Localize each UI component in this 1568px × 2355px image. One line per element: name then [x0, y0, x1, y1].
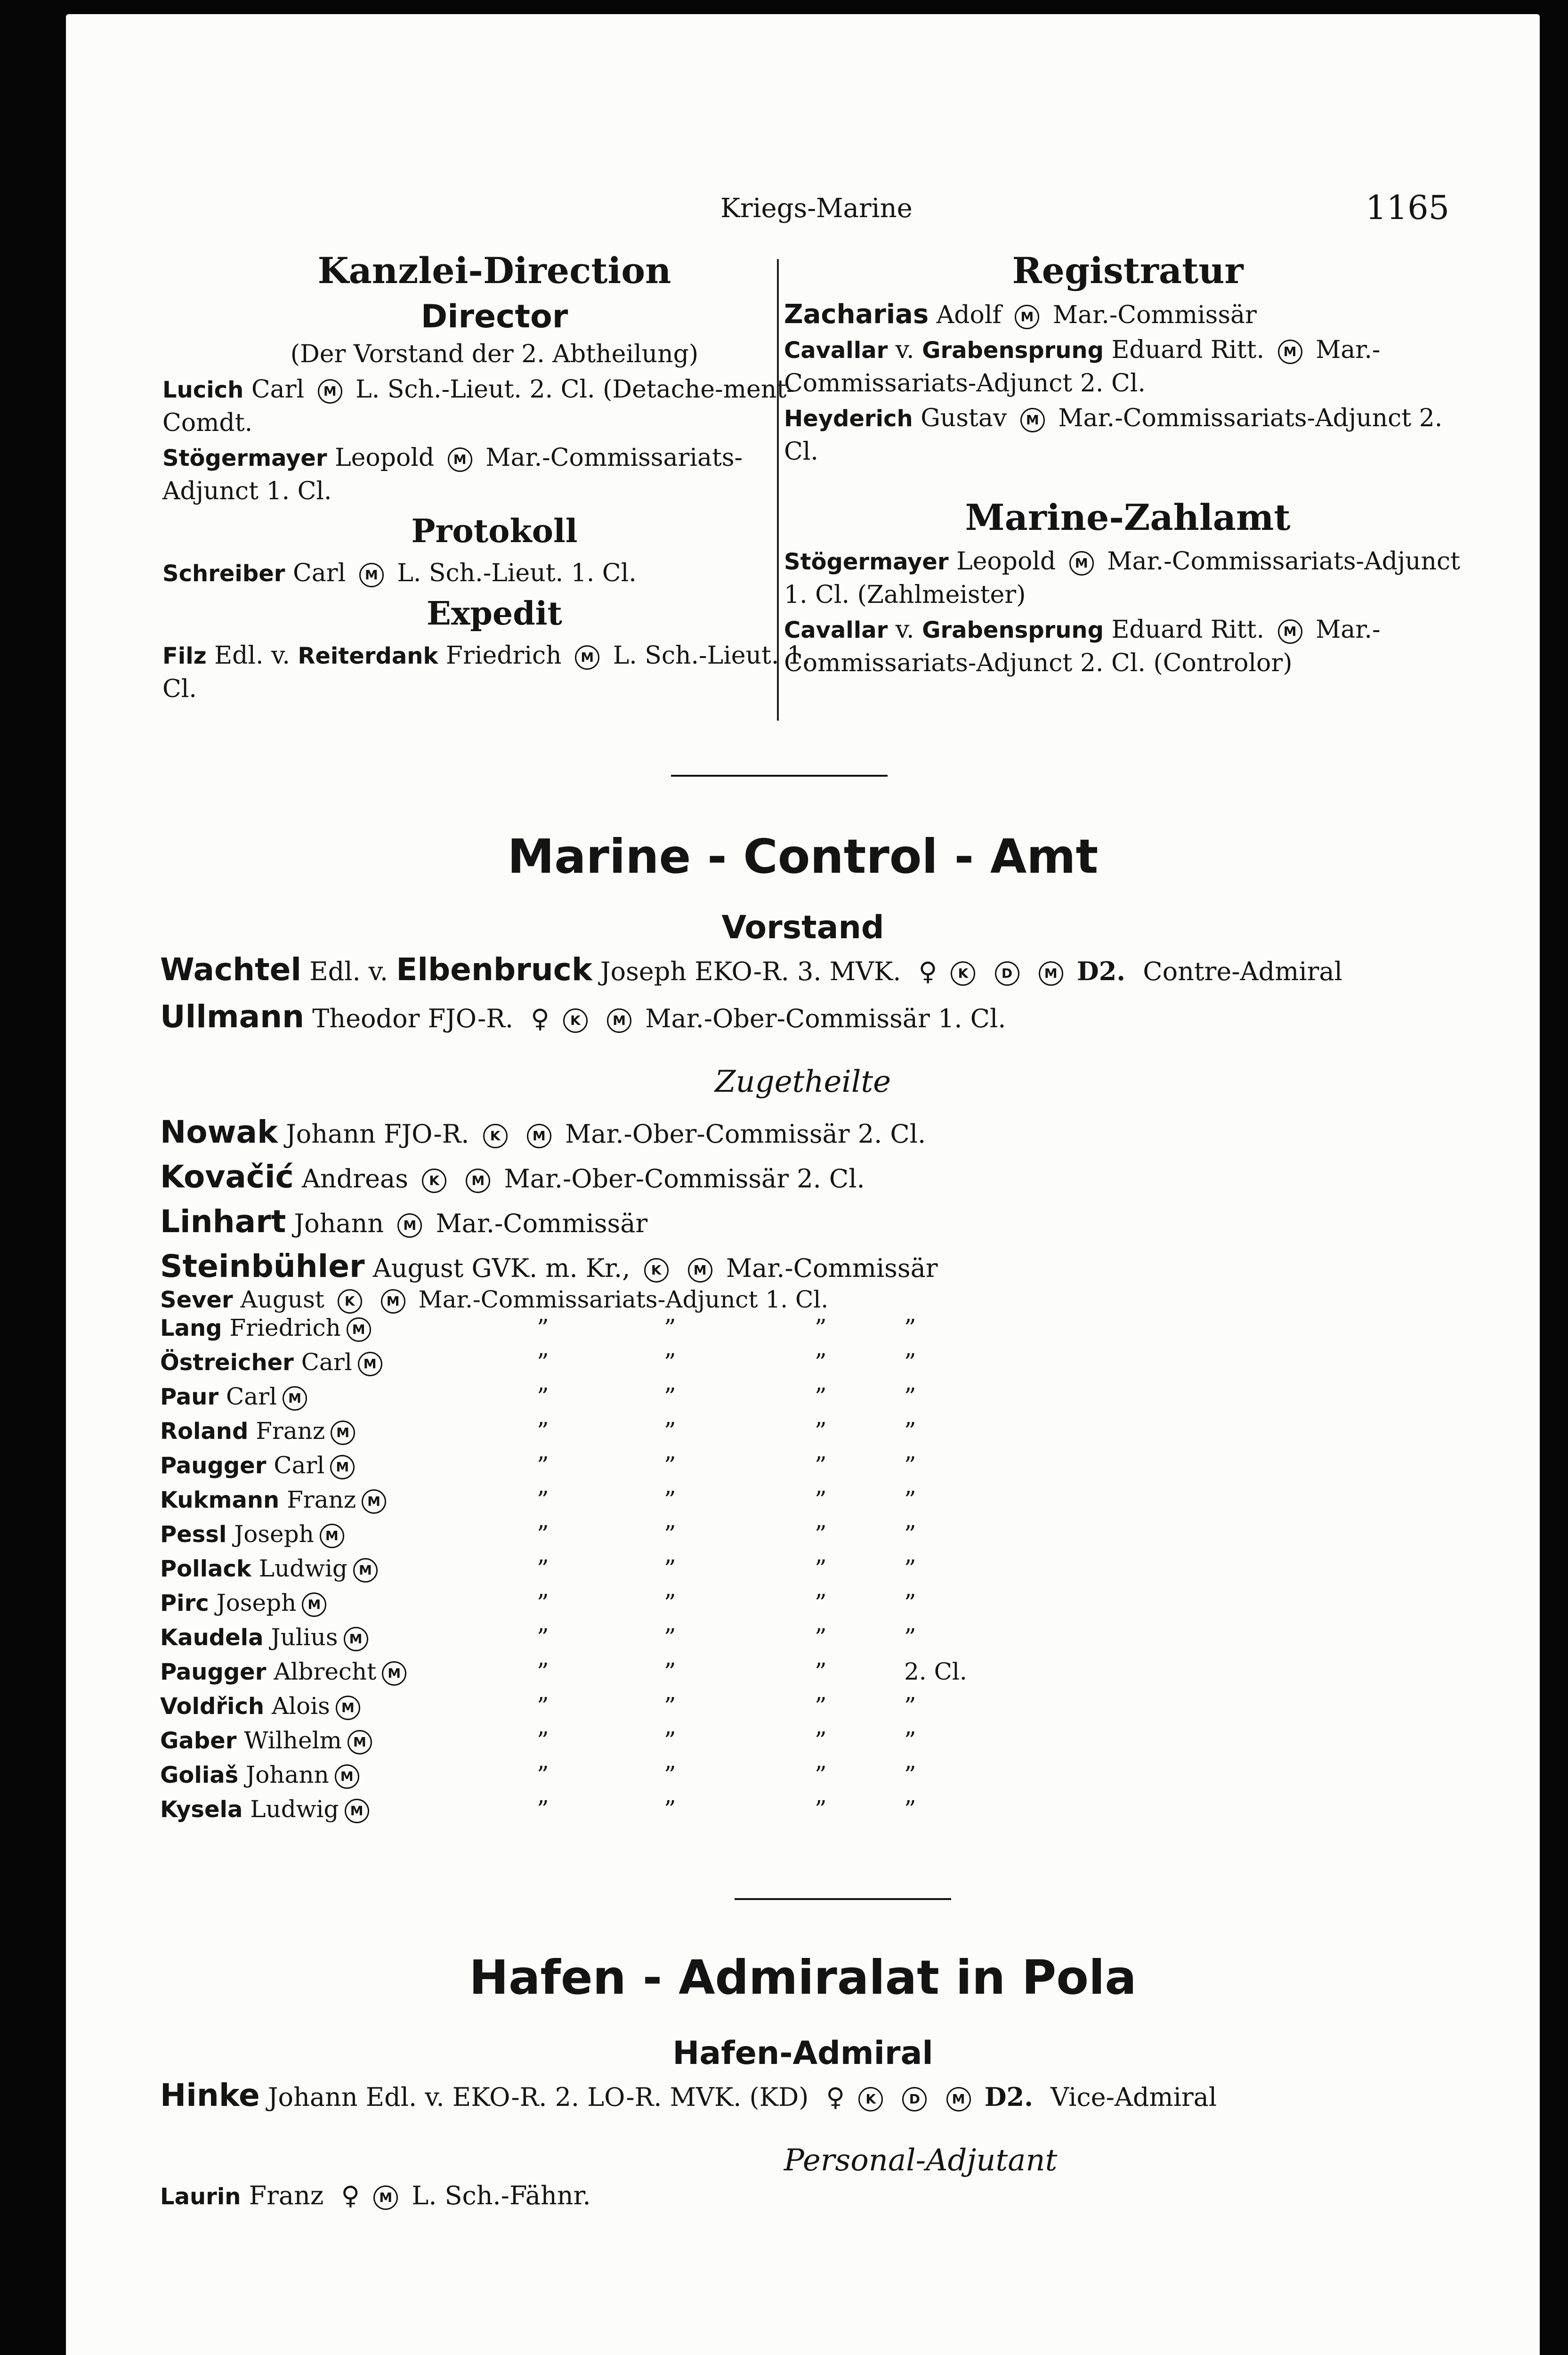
ditto-mark: ” [537, 1555, 549, 1582]
ditto-mark: ” [815, 1348, 827, 1376]
entry-rank: Mar.-Commissariats-Adjunct 1. Cl. [418, 1286, 829, 1313]
ditto-mark: ” [537, 1727, 549, 1754]
row-name [160, 1795, 375, 1823]
entry-surname: Kukmann [160, 1487, 280, 1513]
entry-surname: Nowak [160, 1114, 278, 1150]
book-page [66, 14, 1540, 2355]
m-badge-icon: M [607, 1008, 631, 1033]
m-badge-icon: M [527, 1124, 551, 1148]
entry-forename: Franz [287, 1486, 356, 1513]
ditto-mark: ” [904, 1589, 916, 1616]
m-badge-icon: M [345, 1799, 369, 1823]
ditto-mark: ” [537, 1314, 549, 1341]
m-badge-icon: M [348, 1730, 372, 1754]
ditto-mark: ” [815, 1520, 827, 1548]
ditto-mark: ” [664, 1555, 676, 1582]
entry-surname: Stögermayer [162, 445, 327, 471]
section-rule [735, 1898, 951, 1900]
row-name [160, 1555, 383, 1583]
k-badge-icon: K [483, 1124, 508, 1148]
m-badge-icon: M [362, 1489, 386, 1514]
entry-kovacic [160, 1159, 865, 1195]
entry-surname: Gaber [160, 1728, 237, 1754]
m-badge-icon: M [318, 379, 342, 404]
order-icon: ♀ [531, 1004, 550, 1033]
ditto-mark: ” [537, 1761, 549, 1788]
m-badge-icon: M [283, 1386, 307, 1411]
entry-surname: Kysela [160, 1796, 243, 1823]
ditto-mark: ” [664, 1589, 676, 1616]
ditto-mark: ” [537, 1417, 549, 1445]
m-badge-icon: M [302, 1592, 326, 1617]
m-badge-icon: M [1039, 961, 1063, 986]
entry-forename: Gustav [921, 404, 1007, 432]
entry-surname: Goliaš [160, 1762, 239, 1788]
entry-surname: Voldřich [160, 1693, 265, 1720]
entry-forename: Alois [271, 1692, 330, 1720]
hafen-admiral-heading: Hafen-Admiral [672, 2035, 933, 2072]
entry-cavallar [784, 333, 1471, 400]
m-badge-icon: M [330, 1455, 355, 1479]
ditto-mark: ” [815, 1624, 827, 1651]
entry-rank: Mar.-Commissariats-Adjunct 2. Cl. (Controlor) [784, 616, 1381, 677]
entry-forename: Carl [293, 559, 346, 587]
order-icon: ♀ [341, 2181, 360, 2210]
ditto-mark: ” [904, 1727, 916, 1754]
m-badge-icon: M [1278, 619, 1302, 644]
entry-forename: Friedrich [229, 1314, 341, 1341]
ditto-mark: ” [664, 1658, 676, 1685]
row-name [160, 1452, 360, 1479]
entry-nowak [160, 1114, 926, 1150]
m-badge-icon: M [1278, 340, 1302, 364]
ditto-mark: ” [815, 1761, 827, 1788]
k-badge-icon: K [422, 1169, 446, 1193]
m-badge-icon: M [1069, 551, 1094, 576]
entry-surname: Zacharias [784, 299, 929, 330]
ditto-mark: ” [664, 1348, 676, 1376]
entry-hinke [160, 2077, 1217, 2113]
ditto-mark: ” [664, 1727, 676, 1754]
entry-forename: Johann [246, 1761, 329, 1788]
entry-surname-2: Reiterdank [298, 643, 438, 669]
expedit-heading: Expedit [427, 595, 562, 633]
hafen-title: Hafen - Admiralat in Pola [469, 1950, 1137, 2005]
ditto-mark: ” [815, 1314, 827, 1341]
entry-surname: Wachtel [160, 951, 302, 988]
entry-surname: Ullmann [160, 999, 305, 1035]
ditto-mark: ” [537, 1486, 549, 1513]
row-name [160, 1761, 365, 1789]
m-badge-icon: M [946, 2087, 971, 2111]
entry-surname: Lang [160, 1315, 222, 1341]
entry-surname: Pollack [160, 1556, 251, 1582]
entry-rank: L. Sch.-Lieut. 2. Cl. (Detache-ment-Comdt. [162, 375, 795, 437]
row-name [160, 1692, 366, 1720]
m-badge-icon: M [382, 1661, 406, 1686]
director-heading: Director [420, 298, 568, 335]
entry-particle: Edl. v. [309, 957, 388, 986]
m-badge-icon: M [331, 1421, 355, 1445]
entry-forename: August [240, 1286, 324, 1313]
ditto-mark: ” [664, 1452, 676, 1479]
k-badge-icon: K [338, 1289, 362, 1314]
entry-surname: Paur [160, 1384, 219, 1410]
entry-heyderich [784, 402, 1471, 468]
zugetheilte-heading: Zugetheilte [715, 1064, 891, 1099]
entry-rank: Vice-Admiral [1051, 2082, 1217, 2112]
row-name [160, 1417, 361, 1445]
entry-surname: Roland [160, 1418, 249, 1445]
row-name [160, 1520, 350, 1548]
m-badge-icon: M [397, 1213, 422, 1238]
entry-particle: v. [895, 336, 914, 364]
ditto-mark: ” [904, 1624, 916, 1651]
ditto-mark: ” [904, 1486, 916, 1513]
ditto-mark: ” [664, 1314, 676, 1341]
ditto-mark: ” [537, 1795, 549, 1823]
control-amt-title: Marine - Control - Amt [507, 829, 1099, 884]
entry-rank: Mar.-Ober-Commissär 2. Cl. [565, 1119, 926, 1149]
ditto-mark: ” [815, 1727, 827, 1754]
entry-ullmann [160, 999, 1006, 1035]
entry-forename: Ludwig [259, 1555, 348, 1582]
ditto-mark: ” [904, 1383, 916, 1410]
row-name [160, 1727, 378, 1754]
m-badge-icon: M [358, 1352, 382, 1376]
entry-surname: Lucich [162, 377, 244, 403]
k-badge-icon: K [858, 2087, 883, 2111]
entry-sever [160, 1286, 828, 1314]
entry-orders: Johann Edl. v. EKO-R. 2. LO-R. MVK. (KD) [267, 2082, 809, 2112]
entry-forename: Julius [271, 1624, 338, 1651]
ditto-mark: ” [664, 1761, 676, 1788]
k-badge-icon: K [644, 1258, 669, 1283]
left-column [162, 250, 826, 707]
ditto-mark: ” [815, 1555, 827, 1582]
d-badge-icon: D [902, 2087, 927, 2111]
entry-surname: Heyderich [784, 406, 913, 432]
entry-orders: Theodor FJO-R. [312, 1004, 514, 1033]
ditto-mark: ” [904, 1417, 916, 1445]
row-name [160, 1589, 332, 1617]
entry-surname: Cavallar [784, 337, 888, 364]
entry-forename: Adolf [936, 301, 1002, 329]
entry-lucich [162, 373, 826, 439]
entry-surname: Schreiber [162, 560, 285, 587]
row-name [160, 1383, 313, 1411]
ditto-mark: ” [664, 1624, 676, 1651]
order-icon: ♀ [826, 2082, 845, 2112]
m-badge-icon: M [448, 447, 472, 472]
entry-surname-2: Elbenbruck [396, 951, 592, 988]
row-name [160, 1486, 392, 1514]
protokoll-heading: Protokoll [411, 512, 578, 550]
row-name [160, 1658, 412, 1686]
k-badge-icon: K [563, 1008, 588, 1033]
vorstand-heading: Vorstand [721, 909, 884, 946]
entry-forename: Franz [256, 1417, 325, 1445]
kanzlei-direction-title: Kanzlei-Direction [317, 250, 671, 292]
entry-surname: Cavallar [784, 617, 888, 643]
ditto-mark: ” [537, 1348, 549, 1376]
m-badge-icon: M [336, 1696, 360, 1720]
entry-forename: Eduard Ritt. [1111, 336, 1264, 364]
entry-forename: Carl [274, 1452, 325, 1479]
m-badge-icon: M [688, 1258, 712, 1283]
ditto-mark: ” [904, 1761, 916, 1788]
running-head: Kriegs-Marine [720, 193, 913, 224]
ditto-mark: ” [664, 1520, 676, 1548]
entry-forename: Leopold [335, 444, 435, 472]
ditto-mark: ” [815, 1795, 827, 1823]
ditto-mark: ” [537, 1452, 549, 1479]
entry-surname: Laurin [160, 2184, 241, 2210]
entry-cavallar-zahl [784, 613, 1471, 680]
entry-rank: Mar.-Commissariats-Adjunct 1. Cl. [162, 444, 743, 505]
entry-surname: Steinbühler [160, 1248, 365, 1284]
entry-rank: Mar.-Commissär [726, 1253, 938, 1283]
m-badge-icon: M [381, 1289, 405, 1314]
right-column [784, 250, 1471, 682]
entry-particle: Edl. v. [214, 642, 290, 670]
ditto-mark: ” [537, 1589, 549, 1616]
entry-forename: Leopold [956, 547, 1056, 576]
m-badge-icon: M [575, 645, 599, 670]
entry-wachtel [160, 951, 1342, 988]
entry-rank: L. Sch.-Lieut. 1. Cl. [162, 642, 810, 703]
page-number: 1165 [1366, 188, 1450, 227]
m-badge-icon: M [466, 1169, 490, 1193]
ditto-mark: ” [904, 1348, 916, 1376]
director-note: (Der Vorstand der 2. Abtheilung) [290, 340, 699, 368]
row-name [160, 1624, 374, 1651]
k-badge-icon: K [951, 961, 975, 986]
entry-rank: Contre-Admiral [1143, 957, 1342, 986]
entry-forename: Carl [226, 1383, 277, 1410]
entry-rank: Mar.-Commissär [1052, 301, 1257, 329]
m-badge-icon: M [335, 1764, 359, 1789]
ditto-mark: ” [904, 1692, 916, 1720]
ditto-mark: ” [815, 1452, 827, 1479]
entry-rank: Mar.-Commissariats-Adjunct 2. Cl. [784, 404, 1443, 466]
entry-forename: Carl [301, 1348, 352, 1376]
entry-surname: Linhart [160, 1203, 286, 1240]
entry-rank: Mar.-Commissariats-Adjunct 2. Cl. [784, 336, 1381, 398]
ditto-mark: ” [664, 1795, 676, 1823]
ditto-mark: ” [904, 1452, 916, 1479]
ditto-mark: ” [815, 1417, 827, 1445]
entry-surname: Pessl [160, 1521, 227, 1548]
zahlamt-heading: Marine-Zahlamt [965, 496, 1291, 538]
entry-forename: Albrecht [274, 1658, 377, 1685]
entry-rank: L. Sch.-Lieut. 1. Cl. [397, 559, 637, 587]
entry-surname: Sever [160, 1287, 233, 1313]
m-badge-icon: M [353, 1558, 378, 1583]
entry-surname: Paugger [160, 1659, 267, 1685]
entry-rank: Mar.-Ober-Commissär 1. Cl. [645, 1004, 1006, 1033]
entry-stoegermayer-zahl [784, 545, 1471, 611]
entry-forename: Carl [251, 375, 305, 404]
entry-filz [162, 639, 826, 706]
ditto-mark: ” [815, 1589, 827, 1616]
entry-stoegermayer [162, 441, 826, 508]
entry-forename: Friedrich [445, 642, 562, 670]
entry-forename: Johann FJO-R. [286, 1119, 469, 1149]
entry-forename: Franz [249, 2181, 324, 2210]
entry-rank: L. Sch.-Fähnr. [412, 2181, 591, 2210]
m-badge-icon: M [373, 2185, 398, 2210]
ditto-mark: ” [537, 1520, 549, 1548]
ditto-mark: 2. Cl. [904, 1658, 967, 1685]
ditto-mark: ” [537, 1624, 549, 1651]
entry-surname: Kovačić [160, 1159, 294, 1195]
d-badge-icon: D [995, 961, 1019, 986]
entry-surname: Stögermayer [784, 549, 949, 575]
entry-rank: Mar.-Commissär [436, 1209, 648, 1238]
entry-surname: Pirc [160, 1590, 209, 1616]
ditto-mark: ” [904, 1555, 916, 1582]
ditto-mark: ” [664, 1383, 676, 1410]
section-rule [671, 775, 888, 777]
entry-laurin [160, 2181, 591, 2210]
entry-forename: Wilhelm [244, 1727, 342, 1754]
ditto-mark: ” [904, 1520, 916, 1548]
ditto-mark: ” [815, 1658, 827, 1685]
m-badge-icon: M [359, 563, 384, 587]
ditto-mark: ” [815, 1692, 827, 1720]
entry-particle: v. [895, 616, 914, 644]
entry-forename: Ludwig [250, 1795, 339, 1823]
m-badge-icon: M [1020, 408, 1045, 432]
entry-surname: Hinke [160, 2077, 260, 2113]
row-name [160, 1314, 377, 1342]
entry-decoration: D2. [1076, 956, 1126, 986]
ditto-mark: ” [537, 1692, 549, 1720]
entry-orders: Joseph EKO-R. 3. MVK. [600, 957, 901, 986]
ditto-mark: ” [815, 1383, 827, 1410]
entry-forename: Johann [294, 1209, 384, 1238]
entry-forename: Andreas [301, 1164, 408, 1194]
m-badge-icon: M [1015, 305, 1039, 329]
order-icon: ♀ [918, 957, 938, 986]
ditto-mark: ” [664, 1417, 676, 1445]
ditto-mark: ” [904, 1314, 916, 1341]
personal-adjutant-heading: Personal-Adjutant [784, 2143, 1058, 2178]
ditto-mark: ” [815, 1486, 827, 1513]
entry-forename: Joseph [234, 1520, 314, 1548]
entry-decoration: D2. [984, 2082, 1033, 2112]
entry-schreiber [162, 557, 826, 590]
entry-forename: Joseph [216, 1589, 297, 1616]
ditto-mark: ” [537, 1658, 549, 1685]
entry-forename: Eduard Ritt. [1111, 616, 1264, 644]
entry-rank: Mar.-Ober-Commissär 2. Cl. [504, 1164, 865, 1194]
registratur-title: Registratur [1012, 250, 1244, 292]
entry-surname-2: Grabensprung [922, 617, 1104, 643]
ditto-mark: ” [904, 1795, 916, 1823]
entry-surname: Filz [162, 643, 207, 669]
entry-forename: August GVK. m. Kr., [372, 1253, 630, 1283]
m-badge-icon: M [320, 1524, 344, 1548]
entry-surname: Kaudela [160, 1624, 264, 1651]
entry-zacharias [784, 298, 1471, 332]
entry-surname-2: Grabensprung [922, 337, 1104, 364]
entry-surname: Paugger [160, 1453, 267, 1479]
entry-surname: Östreicher [160, 1349, 294, 1376]
ditto-mark: ” [664, 1692, 676, 1720]
entry-linhart [160, 1203, 647, 1240]
m-badge-icon: M [347, 1317, 371, 1342]
row-name [160, 1348, 388, 1376]
m-badge-icon: M [344, 1627, 368, 1651]
ditto-mark: ” [664, 1486, 676, 1513]
ditto-mark: ” [537, 1383, 549, 1410]
entry-steinbuehler [160, 1248, 938, 1284]
entry-rank: Mar.-Commissariats-Adjunct 1. Cl. (Zahlmeister) [784, 547, 1461, 609]
